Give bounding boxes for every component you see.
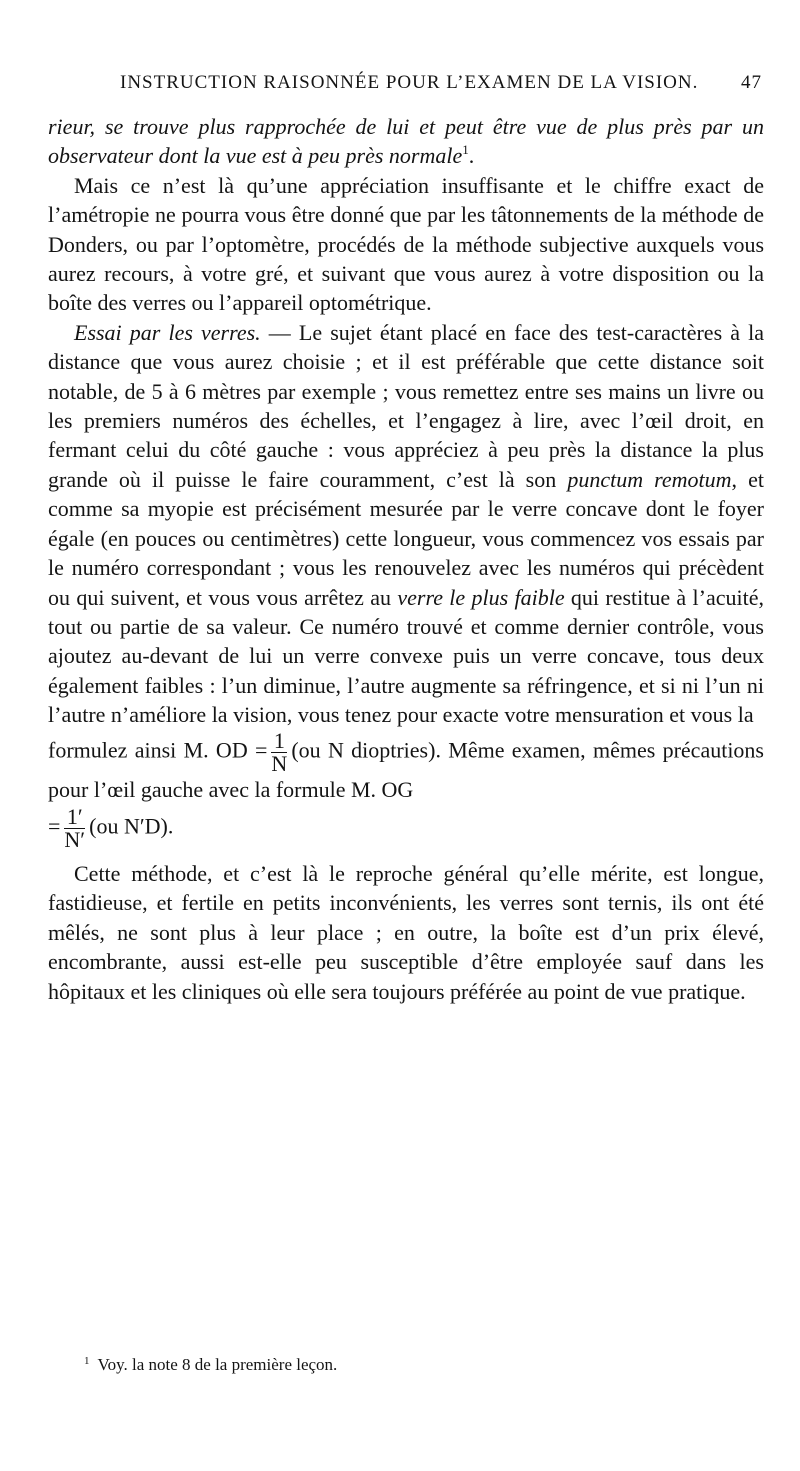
text-run: , et comme sa myopie est précisément mesurée par le verre concave dont le foyer égale (en pouces ou centimètres) cette longueur, vous commencez vos essais par le numéro correspondant ; vous les renouvelez avec les numéros qui précèdent ou qui suivent, et vous vous arrêtez au: [48, 466, 764, 610]
paragraph-appreciation: Mais ce n’est là qu’une appréciation insuffisante et le chiffre exact de l’amétropie ne pourra vous être donné que par les tâtonnements de la méthode de Donders, ou par l’optomètre, procédés de la méthode subjective auxquels vous aurez recours, à votre gré, et suivant que vous aurez à votre disposition ou la boîte des verres ou l’appareil optométrique.: [48, 172, 764, 316]
text-run: =: [48, 813, 61, 839]
footnote-text: Voy. la note 8 de la première leçon.: [97, 1355, 338, 1374]
text-run: — Le sujet étant placé en face des test-caractères à la distance que vous aurez choisie ; et il est préférable que cette distance soit notable, de 5 à 6 mètres par exemple ; vous remettez entre ses mains un livre ou les premiers numéros des échelles, et l’engagez à lire, avec l’œil droit, en fermant celui du côté gauche : vous appréciez à peu près la distance la plus grande où il puisse le faire couramment, c’est là son: [48, 319, 764, 492]
formula-od-line: [48, 727, 764, 804]
fraction-od: [271, 727, 288, 776]
footnote-reference: 1: [462, 142, 469, 158]
text-run: qui restitue à l’acuité, tout ou partie de sa valeur. Ce numéro trouvé et comme dernier contrôle, vous ajoutez au-devant de lui un verre convexe puis un verre concave, tous deux également faibles : l’un diminue, l’autre augmente sa réfringence, et si ni l’un ni l’autre n’améliore la vision, vous tenez pour exacte votre mensuration et vous la: [48, 584, 764, 728]
formula-og-line: [48, 803, 764, 852]
paragraph-methode: Cette méthode, et c’est là le reproche général qu’elle mérite, est longue, fastidieuse, et fertile en petits inconvénients, les verres sont ternis, ils ont été mêlés, ne sont plus à leur place ; en outre, la boîte est d’un prix élevé, encombrante, aussi est-elle peu susceptible d’être employée sauf dans les hôpitaux et les cliniques où elle sera toujours préférée au point de vue pratique.: [48, 860, 764, 1004]
footnote-mark: 1: [84, 1355, 90, 1367]
fraction-og: [64, 803, 86, 852]
text-run: .: [468, 143, 475, 169]
italic-term-punctum: punctum remotum: [567, 466, 732, 492]
text-run: (ou N dioptries). Même examen, mêmes précautions pour l’œil gauche avec la formule M. OG: [48, 737, 764, 802]
italic-term-verre: verre le plus faible: [397, 584, 565, 610]
footnote: [84, 1355, 744, 1375]
text-run: formulez ainsi M. OD =: [48, 737, 268, 763]
text-run: (ou N′D).: [89, 813, 174, 839]
fraction-numerator: 1: [271, 730, 287, 753]
fraction-denominator: N: [271, 750, 288, 776]
italic-phrase: rieur, se trouve plus rapprochée de lui et peut être vue de plus près par un observateur dont la vue est à peu près normale: [48, 114, 764, 169]
fraction-numerator: 1′: [64, 806, 85, 829]
body-text: [48, 112, 764, 1006]
section-heading-essai: Essai par les verres.: [74, 319, 261, 345]
paragraph-continuation: [48, 112, 764, 171]
running-title: INSTRUCTION RAISONNÉE POUR L’EXAMEN DE LA VISION.: [120, 72, 699, 93]
paragraph-essai: [48, 318, 764, 730]
running-head: [48, 72, 762, 102]
page-number: 47: [741, 72, 762, 93]
fraction-denominator: N′: [64, 826, 86, 852]
